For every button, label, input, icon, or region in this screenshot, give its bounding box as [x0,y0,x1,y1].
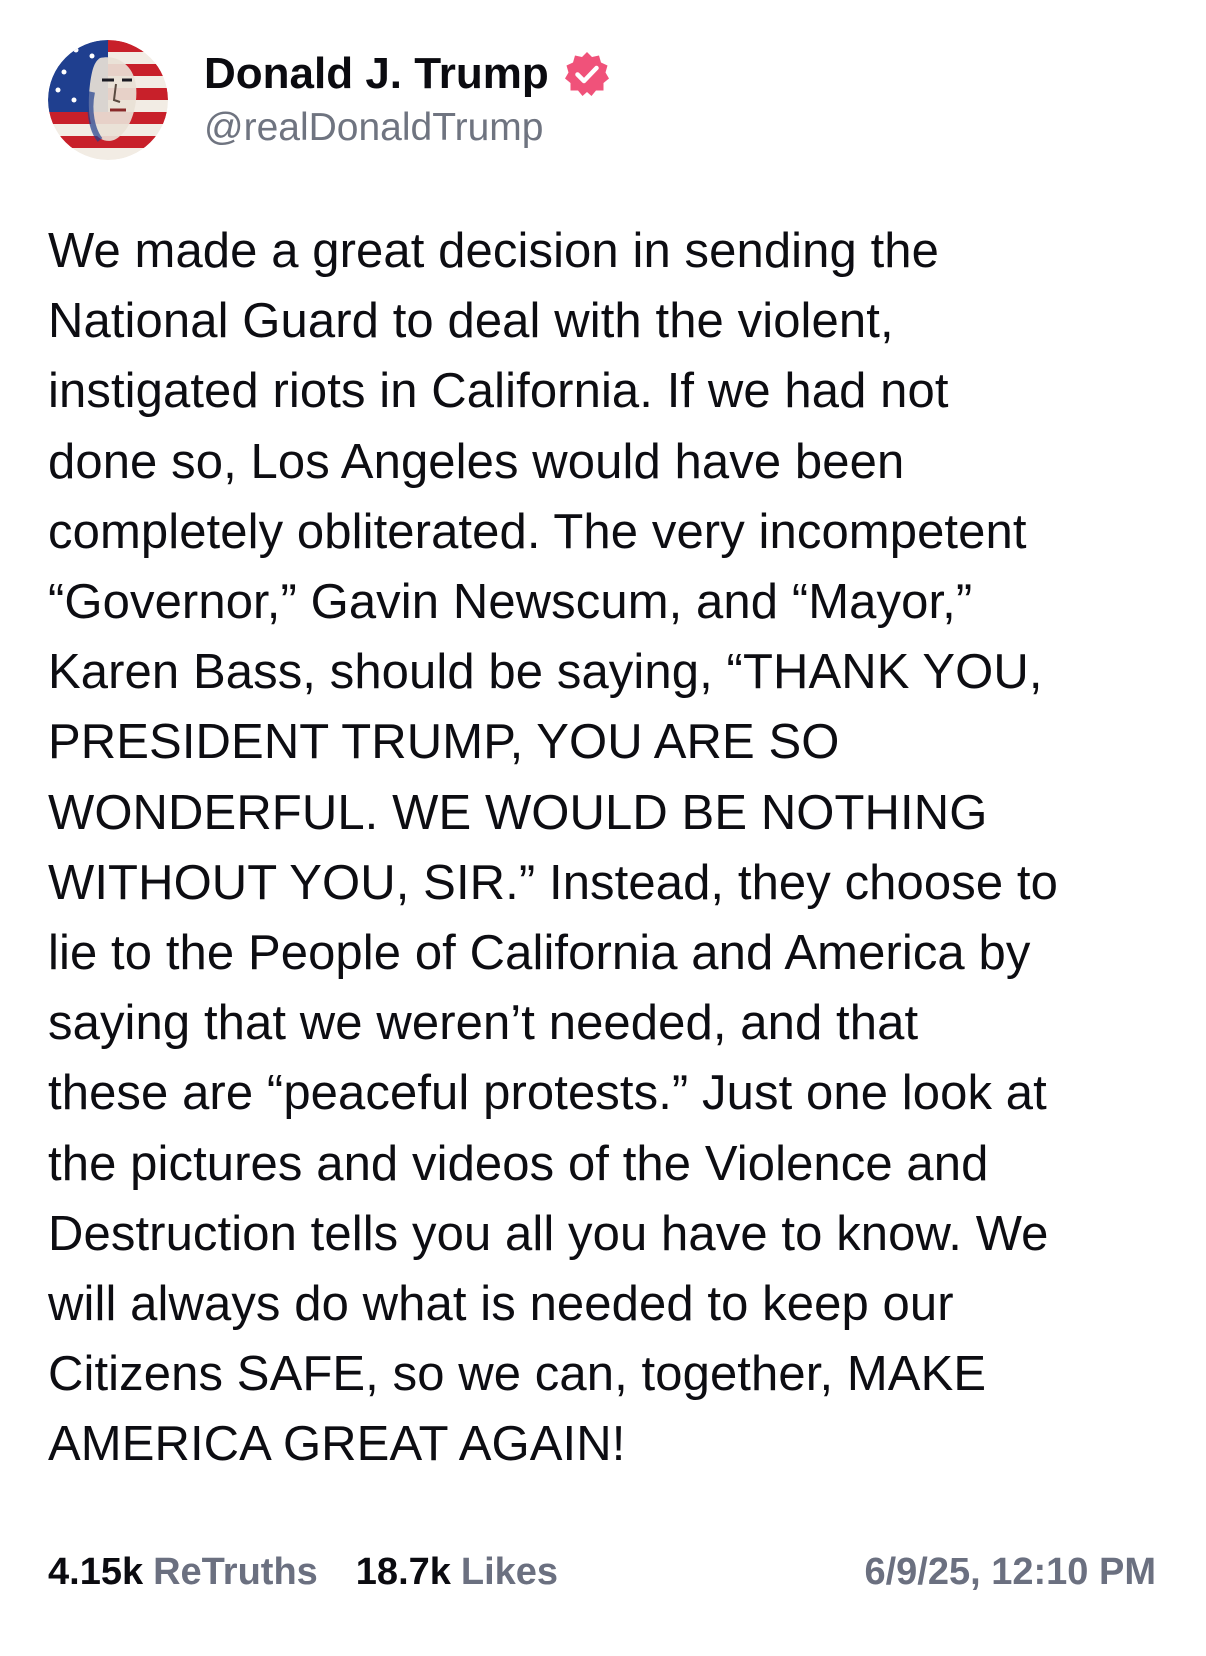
author-handle[interactable]: @realDonaldTrump [204,106,544,149]
retruths-label: ReTruths [153,1550,318,1593]
avatar[interactable] [48,40,168,160]
likes-count: 18.7k [355,1550,451,1593]
bottom-divider [0,1630,1206,1656]
display-name[interactable]: Donald J. Trump [204,49,549,98]
name-row [204,46,611,102]
author-identity [204,46,611,150]
likes-stat[interactable] [356,1551,558,1594]
likes-label: Likes [460,1550,559,1593]
post-timestamp[interactable]: 6/9/25, 12:10 PM [864,1550,1156,1593]
post-stats-bar [48,1544,1156,1600]
post-body-text: We made a great decision in sending the National Guard to deal with the violent, instigated riots in California. If we had not done so, Los Angeles would have been completely obliterated. The very incompetent “Governor,” Gavin Newscum, and “Mayor,” Karen Bass, should be saying, “THANK YOU, PRESIDENT TRUMP, YOU ARE SO WONDERFUL. WE WOULD BE NOTHING WITHOUT YOU, SIR.” Instead, they choose to lie to the People of California and America by saying that we weren’t needed, and that these are “peaceful protests.” Just one look at the pictures and videos of the Violence and Destruction tells you all you have to know. We will always do what is needed to keep our Citizens SAFE, so we can, together, MAKE AMERICA GREAT AGAIN! [48,224,1058,1472]
verified-badge-icon [563,50,611,98]
post-header [48,40,1148,164]
retruths-count: 4.15k [48,1550,144,1593]
flag-portrait-avatar-icon [48,40,168,160]
retruths-stat[interactable] [48,1551,318,1594]
